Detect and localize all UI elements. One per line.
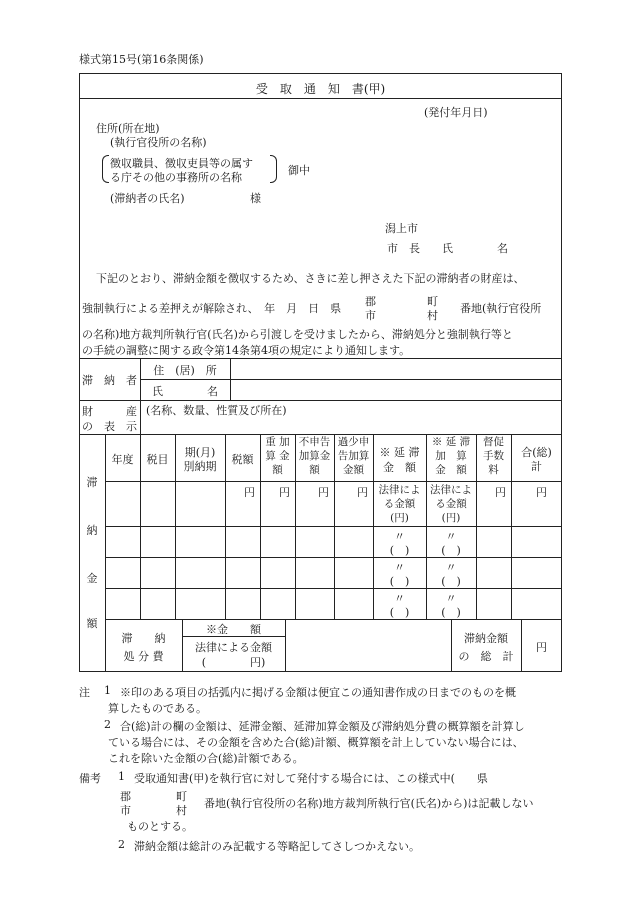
remark-machi: 町: [176, 790, 187, 803]
address-label: 住 (居) 所: [153, 364, 217, 377]
note-2-line-1: 合(総)計の欄の金額は、延滞金額、延滞加算金額及び滞納処分費の概算額を計算し: [120, 720, 525, 733]
delinquent-mid-line: [140, 379, 562, 380]
property-label-1: 財 産: [82, 405, 137, 418]
remarks-head: 備考: [79, 772, 101, 785]
header-period-1: 期(月): [184, 446, 216, 459]
paren-delay-row3: ( ): [389, 575, 410, 588]
paren-delay-add-row4: ( ): [441, 606, 461, 619]
fee-divider-2: [285, 619, 286, 672]
body-line-4: の手続の調整に関する政令第14条第4項の規定により通知します。: [82, 344, 411, 357]
brace-left: [102, 155, 109, 183]
amount-label-char-1: 滞: [86, 476, 98, 489]
document-title: 受 取 通 知 書(甲): [255, 82, 386, 96]
issue-date: (発付年月日): [424, 106, 488, 119]
header-heavy-1: 重 加: [265, 436, 290, 448]
note-1-number: 1: [104, 684, 111, 697]
delay-add-law-3: (円): [441, 512, 461, 524]
note-2-line-2: ている場合には、その金額を含めた合(総)計額、概算額を計上していない場合には、: [108, 736, 524, 749]
remark-1-number: 1: [118, 770, 125, 783]
header-under-3: 金額: [343, 464, 364, 476]
header-undeclared-2: 加算金: [298, 450, 331, 462]
fee-amount-2: 法律による金額: [195, 641, 272, 654]
header-dunning-2: 手数: [483, 450, 504, 462]
remark-2-line-1: 滞納金額は総計のみ記載する等略記してさしつかえない。: [134, 840, 420, 853]
fee-amount-1: ※金 額: [206, 623, 261, 636]
ditto-delay-row2: 〃: [394, 530, 405, 543]
body-line-3: の名称)地方裁判所執行官(氏名)から引渡しを受けましたから、滞納処分と強制執行等と: [82, 328, 513, 341]
title-divider: [79, 98, 562, 99]
remark-1-line-3: ものとする。: [127, 820, 193, 833]
ditto-delay-add-row2: 〃: [445, 530, 457, 543]
body-shi: 市: [365, 309, 376, 322]
header-undeclared-1: 不申告: [298, 436, 331, 448]
delinquent-name-placeholder: (滞納者の氏名): [110, 192, 185, 205]
remark-mura: 村: [176, 804, 187, 817]
body-mura: 村: [427, 309, 438, 322]
paren-delay-row2: ( ): [389, 544, 410, 557]
fee-label-2: 処 分 費: [123, 650, 164, 663]
office-line-1: 徴収職員、徴収吏員等の属す: [110, 157, 253, 170]
delay-law-2: る金額: [383, 498, 416, 510]
header-year: 年度: [111, 453, 134, 466]
yen-tax-amount: 円: [244, 486, 255, 499]
fee-label-1: 滞 納: [121, 632, 166, 645]
name-label: 氏 名: [152, 385, 218, 398]
body-gun: 郡: [365, 295, 376, 308]
delinquent-field-divider: [230, 358, 231, 400]
header-heavy-3: 額: [272, 464, 283, 476]
header-tax-amount: 税額: [231, 453, 254, 466]
yen-heavy: 円: [279, 486, 290, 499]
note-1-line-2: 算したものである。: [108, 702, 207, 715]
yen-undeclared: 円: [318, 486, 329, 499]
remark-gun: 郡: [120, 790, 131, 803]
body-line-2a: 強制執行による差押えが解除され、 年 月 日 県: [82, 302, 342, 315]
header-delay-add-2: 加 算: [435, 450, 467, 462]
sender-mayor: 市 長 氏 名: [387, 242, 508, 255]
amount-label-char-3: 金: [86, 572, 98, 585]
remark-2-number: 2: [118, 838, 125, 851]
delay-add-law-2: る金額: [435, 498, 467, 510]
sender-city: 潟上市: [385, 222, 418, 235]
sama-label: 様: [250, 192, 261, 205]
grand-total-2: の 総 計: [458, 650, 514, 663]
property-label-divider: [140, 400, 141, 434]
addressee-address: 住所(所在地): [96, 122, 160, 135]
property-hint: (名称、数量、性質及び所在): [146, 404, 287, 417]
grand-total-1: 滞納金額: [464, 632, 508, 645]
body-line-1: 下記のとおり、滞納金額を徴収するため、さきに差し押さえた下記の滞納者の財産は、: [96, 272, 525, 285]
remark-1-line-1: 受取通知書(甲)を執行官に対して発付する場合には、この様式中( 県: [134, 772, 488, 785]
header-under-1: 過少申: [337, 436, 370, 448]
body-machi: 町: [427, 295, 438, 308]
paren-delay-add-row3: ( ): [441, 575, 461, 588]
header-total-1: 合(総): [521, 446, 552, 459]
property-label-2: の 表 示: [82, 420, 137, 433]
header-total-2: 計: [531, 460, 542, 473]
yen-total: 円: [536, 486, 547, 499]
header-under-2: 告加算: [337, 450, 370, 462]
amount-row-4-line: [105, 619, 562, 620]
paren-delay-row4: ( ): [389, 606, 410, 619]
delay-law-1: 法律によ: [378, 484, 421, 496]
yen-grand-total: 円: [536, 641, 547, 654]
body-line-2b: 番地(執行官役所: [460, 302, 542, 315]
onchu-label: 御中: [288, 164, 310, 177]
notes-head: 注: [79, 686, 90, 699]
form-id: 様式第15号(第16条関係): [79, 53, 204, 66]
yen-under: 円: [357, 486, 368, 499]
delinquent-label: 滞 納 者: [82, 374, 137, 387]
fee-amount-3: ( 円): [201, 656, 266, 669]
header-delay-2: 金 額: [383, 461, 416, 474]
note-1-line-1: ※印のある項目の括弧内に掲げる金額は便宜この通知書作成の日までのものを概: [120, 686, 516, 699]
ditto-delay-row4: 〃: [394, 592, 405, 605]
ditto-delay-row3: 〃: [394, 561, 405, 574]
header-period-2: 別納期: [183, 460, 217, 473]
addressee-office-name: (執行官役所の名称): [110, 136, 207, 149]
paren-delay-add-row2: ( ): [441, 544, 461, 557]
delay-law-3: (円): [390, 512, 409, 524]
amount-label-char-4: 額: [86, 617, 98, 630]
note-2-line-3: これを除いた金額の合(総)計額である。: [108, 752, 304, 765]
amount-label-char-2: 納: [86, 524, 98, 537]
header-heavy-2: 算 金: [265, 450, 290, 462]
header-undeclared-3: 額: [309, 464, 320, 476]
delay-add-law-1: 法律によ: [430, 484, 472, 496]
office-line-2: る庁その他の事務所の名称: [110, 171, 242, 184]
brace-right: [270, 155, 277, 183]
yen-dunning: 円: [495, 486, 506, 499]
ditto-delay-add-row3: 〃: [445, 561, 457, 574]
header-delay-add-3: 金 額: [435, 464, 467, 476]
header-dunning-3: 料: [488, 464, 499, 476]
note-2-number: 2: [104, 718, 111, 731]
header-tax: 税目: [146, 453, 169, 466]
header-dunning-1: 督促: [483, 436, 504, 448]
remark-shi: 市: [120, 804, 131, 817]
ditto-delay-add-row4: 〃: [445, 592, 457, 605]
header-delay-1: ※ 延 滞: [379, 446, 420, 459]
fee-divider-4: [521, 619, 522, 672]
table-top-line: [79, 358, 562, 359]
property-top-line: [79, 400, 562, 401]
amount-top-line: [79, 434, 562, 435]
remark-1-line-2: 番地(執行官役所の名称)地方裁判所執行官(氏名)から)は記載しない: [204, 797, 534, 810]
header-delay-add-1: ※ 延 滞: [431, 436, 471, 448]
